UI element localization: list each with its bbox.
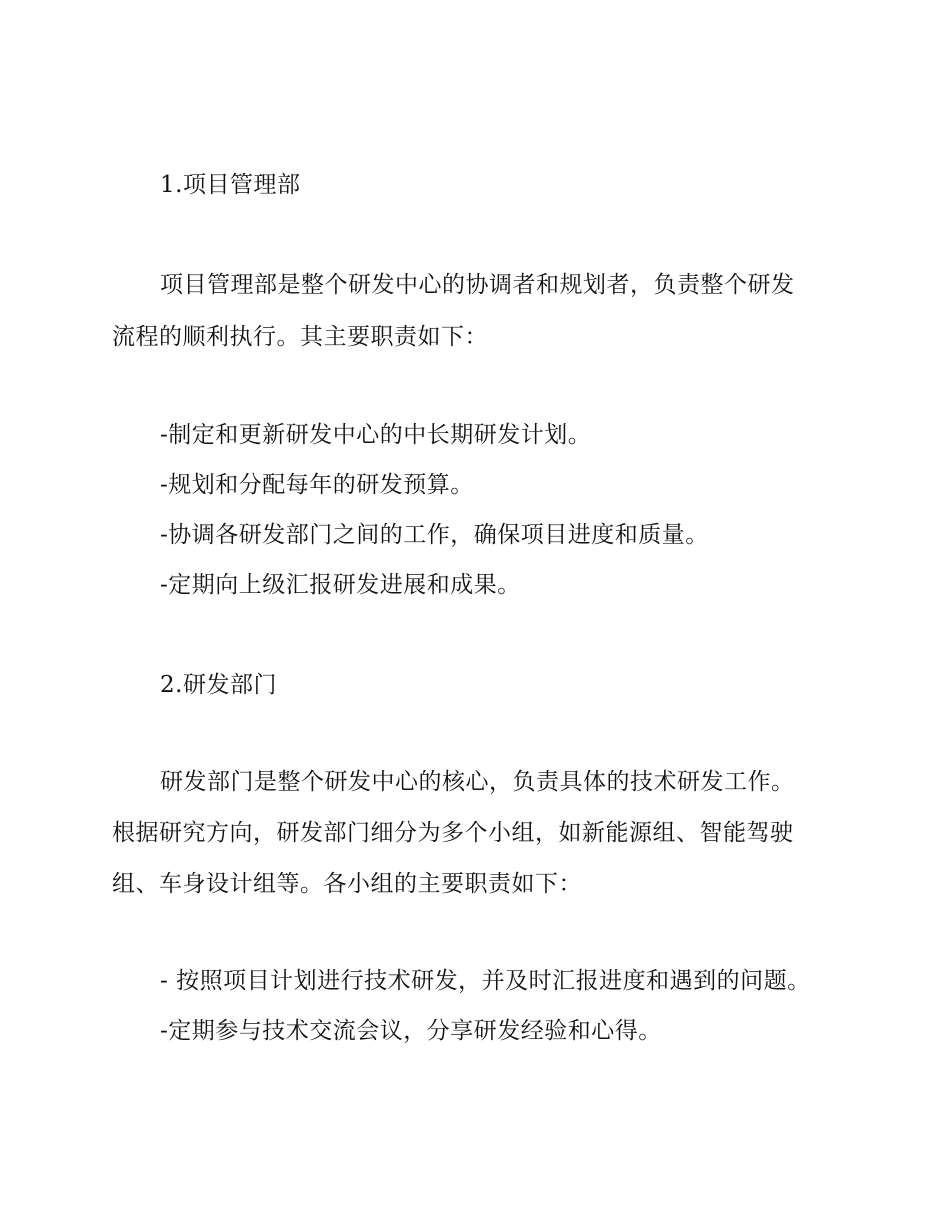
list-item: -协调各研发部门之间的工作，确保项目进度和质量。 <box>160 522 709 548</box>
section-heading-project-management: 1.项目管理部 <box>160 172 301 198</box>
list-item: - 按照项目计划进行技术研发，并及时汇报进度和遇到的问题。 <box>160 968 811 994</box>
paragraph-line: 组、车身设计组等。各小组的主要职责如下： <box>112 871 582 897</box>
list-item: -定期参与技术交流会议，分享研发经验和心得。 <box>160 1018 662 1044</box>
paragraph-line: 研发部门是整个研发中心的核心，负责具体的技术研发工作。 <box>160 769 795 795</box>
paragraph-line: 流程的顺利执行。其主要职责如下： <box>112 324 488 350</box>
section-heading-rd-department: 2.研发部门 <box>160 672 277 698</box>
paragraph-line: 项目管理部是整个研发中心的协调者和规划者，负责整个研发 <box>160 272 795 298</box>
list-item: -规划和分配每年的研发预算。 <box>160 472 474 498</box>
paragraph-line: 根据研究方向，研发部门细分为多个小组，如新能源组、智能驾驶 <box>112 820 794 846</box>
list-item: -定期向上级汇报研发进展和成果。 <box>160 572 521 598</box>
list-item: -制定和更新研发中心的中长期研发计划。 <box>160 422 592 448</box>
